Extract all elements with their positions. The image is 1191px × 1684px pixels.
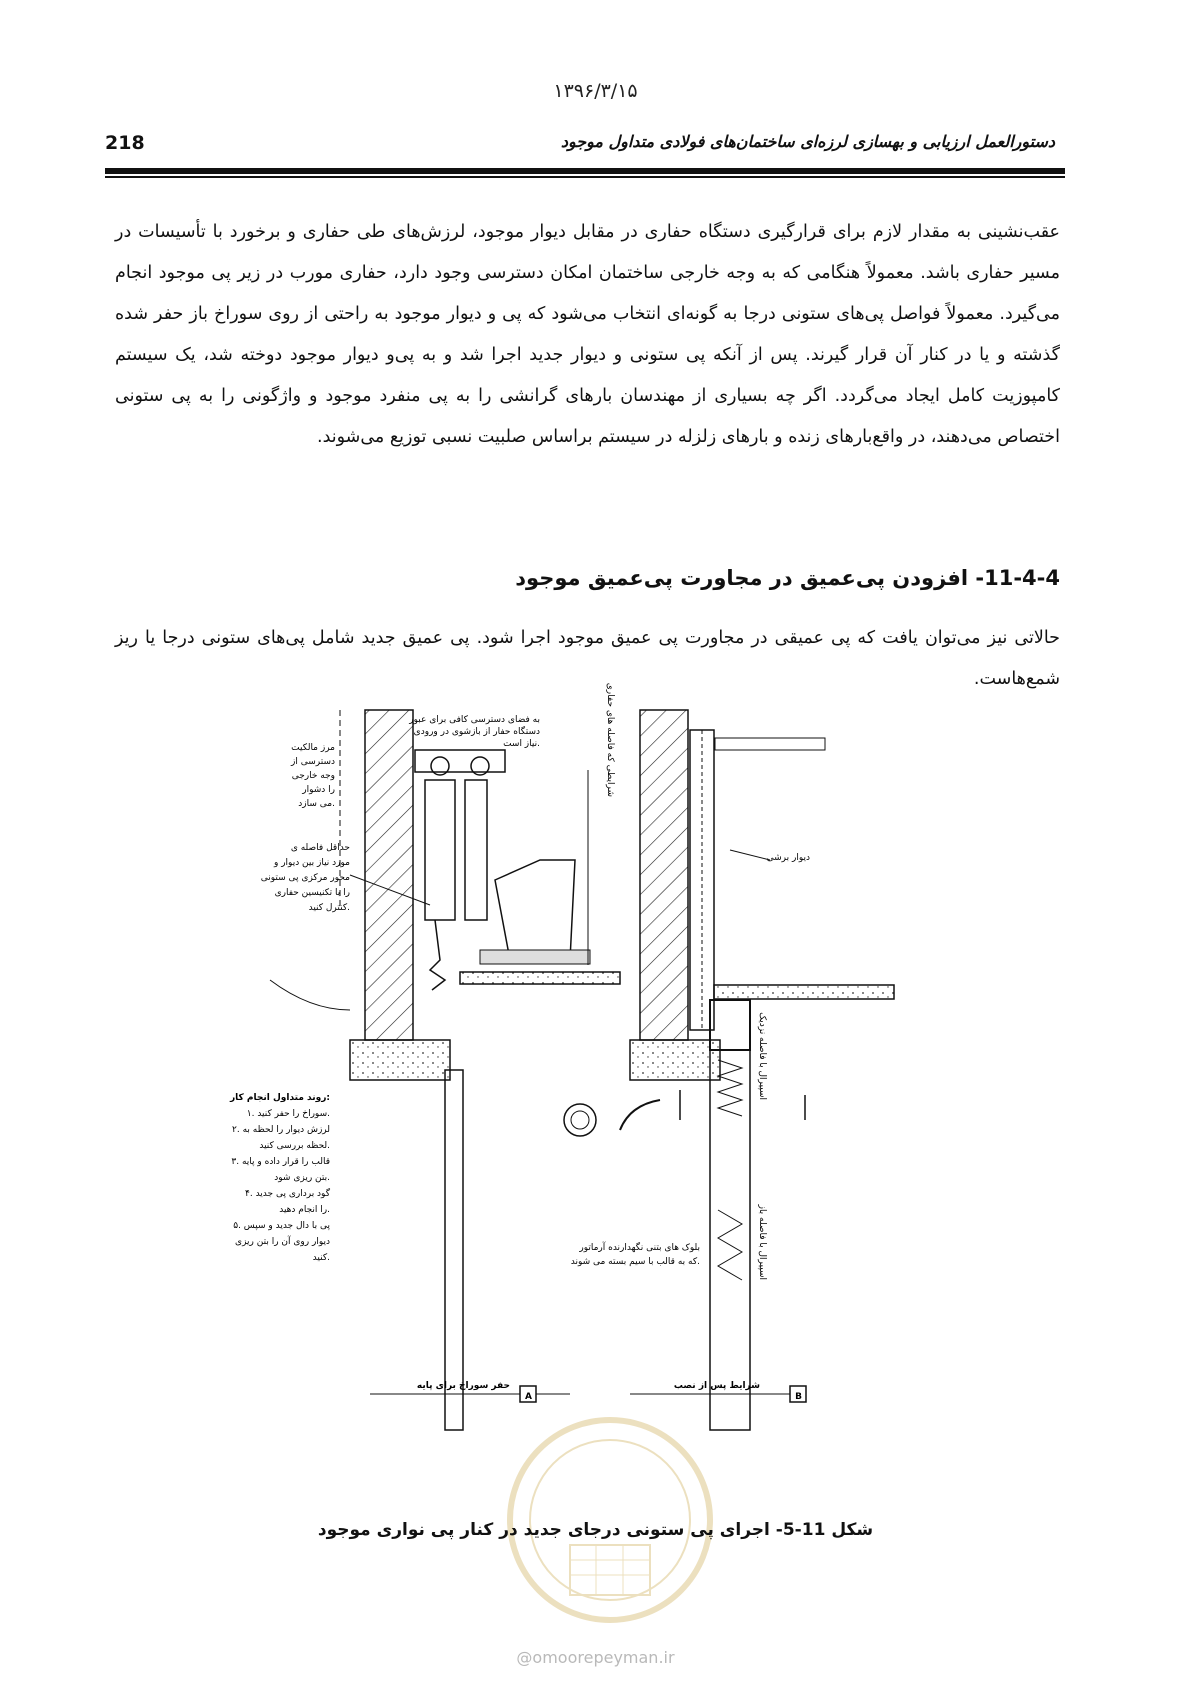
existing-wall-b (640, 710, 688, 1040)
note-min-dist-1: حداقل فاصله ی (290, 843, 350, 853)
procedure-step-10: کنید. (312, 1253, 330, 1263)
label-shear-wall: دیوار برشی (766, 853, 810, 863)
page-number: 218 (105, 132, 145, 154)
label-a-text: حفر سوراخ برای پایه (416, 1381, 510, 1391)
header-rule-thick (105, 168, 1065, 174)
existing-wall-a (365, 710, 413, 1040)
page-header (105, 128, 1065, 164)
floor-slab-b (714, 985, 894, 999)
note-conditions-1: شرایطی که فاصله های حفاری (605, 682, 615, 797)
footing-a (350, 1040, 450, 1080)
running-title: دستورالعمل ارزیابی و بهسازی لرزه‌ای ساختمان‌های فولادی متداول موجود (560, 132, 1055, 151)
watermark-url: @omoorepeyman.ir (516, 1648, 675, 1667)
procedure-step-7: را انجام دهید. (279, 1205, 330, 1215)
note-min-dist-3: محور مرکزی پی ستونی (260, 873, 350, 883)
label-b: B (795, 1392, 802, 1402)
section-heading: 11-4-4- افزودن پی‌عمیق در مجاورت پی‌عمیق موجود (515, 566, 1060, 590)
procedure-step-9: دیوار روی آن را بتن ریزی (235, 1237, 330, 1247)
note-property-2: دسترسی از (291, 757, 335, 767)
construction-figure (229, 682, 910, 1470)
new-drilled-shaft (710, 1050, 750, 1430)
note-property-4: را دشوار (302, 785, 335, 795)
drill-rig-track (480, 950, 590, 964)
note-min-dist-2: مورد نیاز بین دیوار و (273, 858, 350, 868)
panel-b (564, 710, 894, 1430)
body-paragraph-2: حالاتی نیز می‌توان یافت که پی عمیقی در مجاورت پی عمیق موجود اجرا شود. پی عمیق جدید شامل پی‌های ستونی درجا یا ریز شمع‌هاست. (115, 628, 1060, 689)
label-b-text: شرایط پس از نصب (673, 1381, 760, 1391)
note-access-1: به فضای دسترسی کافی برای عبور (409, 715, 540, 725)
note-blocks-1: بلوک های بتنی نگهدارنده آرماتور (579, 1243, 700, 1253)
note-access-3: نیاز است. (503, 739, 540, 749)
procedure-step-5: بتن ریزی شود. (274, 1173, 330, 1183)
note-property-1: مرز مالکیت (291, 743, 335, 753)
procedure-step-8: ۵. پی با دال جدید و سپس (233, 1221, 330, 1231)
header-rule-thin (105, 176, 1065, 178)
note-property-3: وجه خارجی (291, 771, 335, 781)
header-date: ۱۳۹۶/۳/۱۵ (553, 80, 638, 102)
note-min-dist-5: کنترل کنید. (308, 903, 350, 913)
procedure-step-2: ۲. لرزش دیوار را لحظه به (232, 1125, 330, 1135)
shaft-section (564, 1104, 596, 1136)
procedure-step-4: ۳. قالب را قرار داده و پایه (231, 1157, 330, 1167)
label-a: A (525, 1392, 532, 1402)
note-spiral-bottom: اسپیرال با فاصله باز (757, 1204, 767, 1280)
procedure-step-3: لحظه بررسی کنید. (259, 1141, 330, 1151)
note-property-5: می سازد. (298, 799, 335, 809)
floor-slab-a (460, 972, 620, 984)
procedure-step-6: ۴. گود برداری پی جدید (245, 1189, 330, 1199)
figure-caption: شکل 11-5- اجرای پی ستونی درجای جدید در کنار پی نواری موجود (317, 1520, 874, 1540)
note-min-dist-4: را با تکنیسین حفاری (274, 888, 350, 898)
body-paragraph-1: عقب‌نشینی به مقدار لازم برای قرارگیری دستگاه حفاری در مقابل دیوار موجود، لرزش‌های طی حفاری و برخورد با تأسیسات در مسیر حفاری باشد. معمولاً هنگامی که به وجه خارجی ساختمان امکان دسترسی وجود دارد، حفاری مورب در زیر پی موجود انجام می‌گیرد. معمولاً فواصل پی‌های ستونی درجا به گونه‌ای انتخاب می‌شود که پی و دیوار موجود به راحتی از روی سوراخ باز حفر شده گذشته و یا در کنار آن قرار گیرند. پس از آنکه پی ستونی و دیوار جدید اجرا شد و به پی‌و دیوار موجود دوخته شد، یک سیستم کامپوزیت کامل ایجاد می‌گردد. اگر چه بسیاری از مهندسان بارهای گرانشی را به پی منفرد موجود و واژگونی را به پی ستونی اختصاص می‌دهند، در واقع‌بارهای زنده و بارهای زلزله در سیستم براساس صلبیت نسبی توزیع می‌شوند. (115, 222, 1060, 447)
procedure-step-1: ۱. سوراخ را حفر کنید. (246, 1109, 330, 1119)
procedure-title: روند متداول انجام کار: (229, 1093, 330, 1103)
note-spiral-top: اسپیرال با فاصله نزدیک (757, 1012, 767, 1100)
drilled-shaft-a (445, 1070, 463, 1430)
panel-a (229, 683, 620, 1430)
note-access-2: دستگاه حفار از بازشوی در ورودی (413, 727, 540, 737)
footing-b (630, 1040, 720, 1080)
note-blocks-2: که به قالب با سیم بسته می شوند. (570, 1257, 700, 1267)
drill-rig-mast (415, 750, 505, 772)
